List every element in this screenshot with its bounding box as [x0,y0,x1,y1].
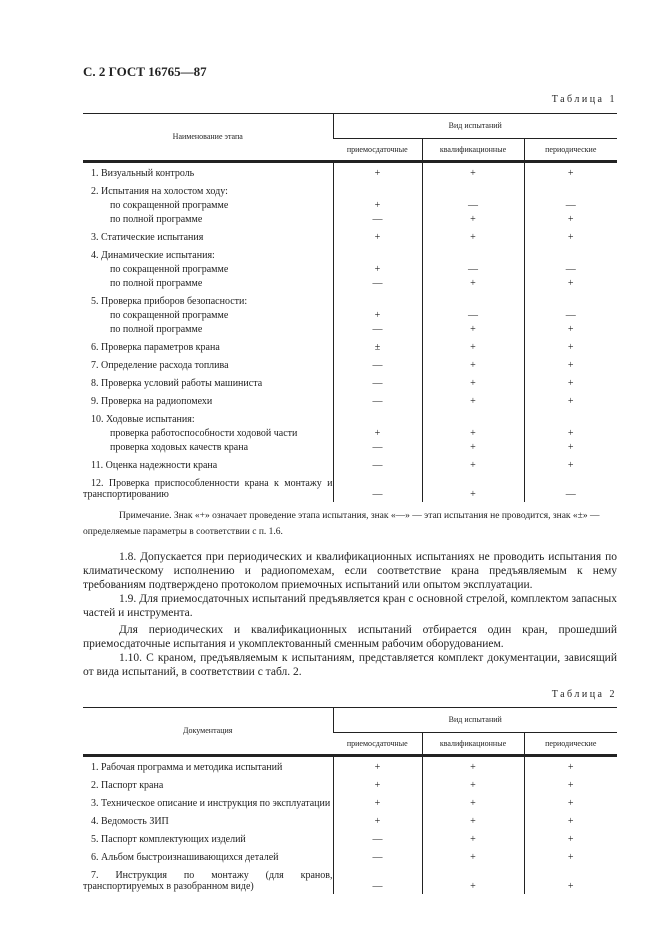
row-value: + [333,199,422,213]
row-value: — [333,865,422,894]
table-row [83,865,617,894]
row-value: + [524,865,617,894]
row-value: + [422,811,524,829]
row-value: + [524,847,617,865]
row-value: — [422,199,524,213]
table-row [83,793,617,811]
table-row [83,291,617,309]
row-value: + [333,775,422,793]
table-row [83,162,617,182]
row-value: — [524,473,617,502]
row-value [333,245,422,263]
table-row [83,245,617,263]
row-value: + [422,227,524,245]
row-label: проверка ходовых качеств крана [110,442,249,453]
paragraph-1-9-cont: Для периодических и квалификационных испытаний отбирается один кран, прошедший приемосдаточные испытания и укомплектованный сменным рабочим оборудованием. [83,624,617,650]
row-value: — [524,263,617,277]
row-value: + [422,775,524,793]
row-value: + [524,441,617,455]
row-value: + [422,847,524,865]
row-value: + [333,263,422,277]
table-row [83,473,617,502]
row-value: + [422,323,524,337]
row-label: 6. Проверка параметров крана [91,342,220,353]
table-row [83,409,617,427]
row-label: 5. Паспорт комплектующих изделий [91,834,246,845]
col-header: периодические [524,139,617,162]
row-value [422,291,524,309]
table-1 [83,113,617,502]
row-value [524,245,617,263]
row-value [422,409,524,427]
table-row [83,263,617,277]
row-value: + [422,337,524,355]
table-row [83,811,617,829]
row-value [333,291,422,309]
row-label: 8. Проверка условий работы машиниста [91,378,263,389]
row-value: + [422,355,524,373]
row-label: по сокращенной программе [110,200,229,211]
row-label: по полной программе [110,324,203,335]
row-value: + [422,473,524,502]
table1-note [83,508,617,540]
table-row [83,213,617,227]
row-label: 7. Инструкция по монтажу (для кранов, транспортируемых в разобранном виде) [83,870,333,892]
table-row [83,829,617,847]
table-row [83,227,617,245]
row-label: 1. Рабочая программа и методика испытаний [91,762,283,773]
row-value: + [333,162,422,182]
row-value: + [524,829,617,847]
row-value: — [333,391,422,409]
col-header-stage: Наименование этапа [172,132,243,141]
row-value: + [524,391,617,409]
note-text: Примечание. Знак «+» означает проведение этапа испытания, знак «—» — этап испытания не проводится, знак «±» — определяемые параметры в соответствии с п. 1.6. [83,511,600,537]
row-value: + [422,793,524,811]
row-value: — [333,847,422,865]
row-label: 4. Динамические испытания: [91,250,215,261]
table-row [83,199,617,213]
row-value: — [333,829,422,847]
row-label: 5. Проверка приборов безопасности: [91,296,248,307]
row-value: — [333,323,422,337]
row-value: + [422,455,524,473]
body-text [83,550,617,679]
row-label: 6. Альбом быстроизнашивающихся деталей [91,852,279,863]
row-value: + [524,277,617,291]
row-value [333,409,422,427]
row-value: + [333,309,422,323]
col-header: квалификационные [422,733,524,756]
row-value: — [422,263,524,277]
row-label: по сокращенной программе [110,264,229,275]
table-row [83,427,617,441]
row-value: — [333,455,422,473]
row-value: — [333,355,422,373]
table-2 [83,707,617,894]
table-row [83,847,617,865]
row-value: — [333,373,422,391]
row-value: + [422,391,524,409]
row-value: — [333,277,422,291]
col-header: приемосдаточные [333,139,422,162]
paragraph-1-8: 1.8. Допускается при периодических и квалификационных испытаниях не проводить испытания по климатическому исполнению и радиопомехам, если соответствие крана предъявляемым к нему требованиям подтверждено протоколом приемочных испытаний или опытом эксплуатации. [83,551,617,591]
row-value: + [524,337,617,355]
row-value: + [422,865,524,894]
row-value: + [524,213,617,227]
table-row [83,775,617,793]
row-value: + [333,756,422,776]
col-header: приемосдаточные [333,733,422,756]
row-label: по полной программе [110,214,203,225]
row-value [422,181,524,199]
table-row [83,277,617,291]
row-label: 10. Ходовые испытания: [91,414,195,425]
row-label: 7. Определение расхода топлива [91,360,229,371]
table2-caption: Таблица 2 [551,689,617,700]
table-row [83,309,617,323]
row-value: + [422,277,524,291]
row-value [524,291,617,309]
table-row [83,337,617,355]
row-label: 3. Техническое описание и инструкция по эксплуатации [91,798,331,809]
col-group-header: Вид испытаний [333,708,617,733]
row-value [524,409,617,427]
row-value: + [524,227,617,245]
row-value: — [524,199,617,213]
row-value: + [422,213,524,227]
row-value: — [333,473,422,502]
row-label: 1. Визуальный контроль [91,168,195,179]
row-value: + [422,829,524,847]
col-group-header: Вид испытаний [333,114,617,139]
table-row [83,756,617,776]
row-value: + [524,775,617,793]
table-row [83,455,617,473]
row-value: + [422,373,524,391]
row-value: + [524,756,617,776]
page-header: С. 2 ГОСТ 16765—87 [83,64,207,79]
row-value: — [333,213,422,227]
row-label: 3. Статические испытания [91,232,204,243]
row-value: + [524,323,617,337]
row-value: + [422,756,524,776]
row-value: + [524,793,617,811]
table-row [83,441,617,455]
row-value: + [333,793,422,811]
row-value: + [333,427,422,441]
row-value: — [524,309,617,323]
row-label: 11. Оценка надежности крана [91,460,218,471]
row-value [333,181,422,199]
paragraph-1-9: 1.9. Для приемосдаточных испытаний предъявляется кран с основной стрелой, комплектом запасных частей и инструмента. [83,593,617,619]
table-row [83,355,617,373]
col-header-documentation: Документация [183,726,233,735]
row-label: 9. Проверка на радиопомехи [91,396,213,407]
row-value: + [422,441,524,455]
row-label: по сокращенной программе [110,310,229,321]
row-value: + [524,455,617,473]
table1-caption: Таблица 1 [551,94,617,105]
table-row [83,181,617,199]
table-row [83,391,617,409]
row-value: — [333,441,422,455]
row-label: по полной программе [110,278,203,289]
row-value: + [333,227,422,245]
row-label: 12. Проверка приспособленности крана к монтажу и транспортированию [83,478,333,500]
row-value [422,245,524,263]
row-value: + [524,373,617,391]
table-row [83,373,617,391]
row-value [524,181,617,199]
row-value: + [524,355,617,373]
row-value: + [422,427,524,441]
row-label: 2. Испытания на холостом ходу: [91,186,228,197]
paragraph-1-10: 1.10. С краном, предъявляемым к испытаниям, представляется комплект документации, зависящий от вида испытаний, в соответствии с табл. 2. [83,652,617,678]
row-value: + [524,427,617,441]
row-value: + [524,811,617,829]
row-value: + [422,162,524,182]
row-value: — [422,309,524,323]
col-header: периодические [524,733,617,756]
row-value: + [333,811,422,829]
col-header: квалификационные [422,139,524,162]
table-row [83,323,617,337]
row-value: ± [333,337,422,355]
row-label: 4. Ведомость ЗИП [91,816,169,827]
row-label: проверка работоспособности ходовой части [110,428,298,439]
row-value: + [524,162,617,182]
row-label: 2. Паспорт крана [91,780,164,791]
